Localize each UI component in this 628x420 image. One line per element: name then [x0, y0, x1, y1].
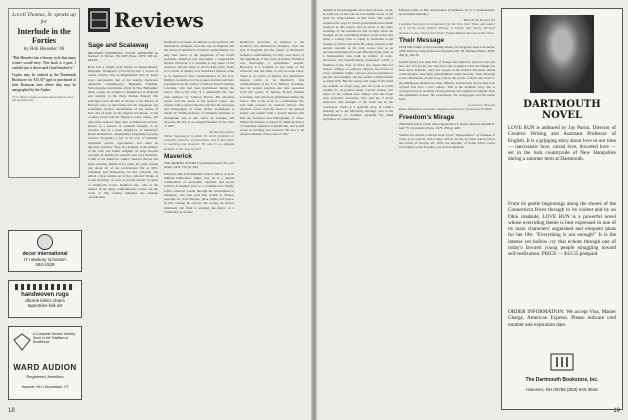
page-number-left: 18 — [8, 408, 15, 414]
reviews-heading-block — [88, 8, 228, 34]
reviewer-signature: Walter Stockmayer — [209, 129, 234, 134]
author-photo — [530, 15, 594, 93]
review-title-mirage: Freedom's Mirage — [399, 113, 455, 121]
bookstore-address: Hanover, NH 03755 (603) 643-3616 — [526, 387, 598, 392]
ad-note: *(Ltw, Sheerer Charge accepted. Please indicate card # and expiration date. — [12, 95, 74, 103]
reviews-logo-icon — [88, 8, 110, 32]
interlude-ad-box — [8, 8, 80, 178]
edwards-bio: Rabbi Edwards is associate chaplain and director of Dartmouth Hillel. — [399, 107, 493, 112]
ad-quote: "Bob Heussler has a literary style that many writers would envy. This book is a gem. I couldn't put it down until I had finished it." — [12, 56, 76, 70]
reviews-title: Reviews — [114, 8, 204, 32]
maverick-continued: number is interchangeable and a third is back- ed up. In early part of the war, he was further aware of the need for improvement in this field. The author explored the ways in which governments have made progress in this regard, and he looks at the inner workings of the institutions that brought about the changes. In his concluding chapter, Lamb writes that when a country fails to adjust to inevitable social change, it will be cast aside. His sharp analysis is the natural outcome of his long career, first as an attorney defending labor and minority rights, later as a businessman who built an empire of radio, television, and manufacturing companies. Lamb, a member of the class of 1924, also found time for tireless writing on political subjects and travel to every continent. Lamb, a lawyer, does not hesitate to put his views bluntly, and his readers will find much to argue with. But the energy and range of his mind are evident on every page, and the book is worth reading for its passion alone. Certain readers will object to the strident tone. Others will take issue with particular assertions. Few will put it down unmoved. The strength of the book lies in the conclusion. There is a splendid story of Lamb's standing up to the McCarthy hearings, and of his determination to continue speaking his mind regardless of consequences. — [323, 8, 393, 122]
review-body-sage: Born into a simple farm family in Massachusetts, Benjamin Thompson (1753-1814) left a record of varied activity and accomplishment that in many ways overwhelms that of his equally celebrated American contemporary, Benjamin Franklin. Schoolteacher and militia officer in New Hampshire when young, he acquired a knighthood in England and nobility in the Holy Roman Empire. His principal social reforms as adviser to the Elector of Bavaria were so innovative that his ingenious and sometimes incisive experiments on the nature of heat and of light, in his myriad inventions, in his cooking stoves and his fireplace ovens, lamps, and drip coffee makers. Why, then, is Rumford not better known as a pioneer of scientific thought, as an inventor and as a great benefactor of humanity? Brash mannerism, contemptibly forgetting everyday sources, frequently a spy in the pay of mutually invariable spaces, opportunists and often an unlovely character. That, in a nutshell, is the disaster of his wife and infant daughter, in large fireside accounts of Rumford's peaceful and cozy Rumford, Count of the Rumford. Author Sanborn Brown has been pursuing Rumford for some 40 years, during just about all of his professional life at MIT. Scholarly and industrious, he has collected and edited a five-volume set of the Collected Works of Count Rumford, as well as several briefer accounts of Rumford's works. Rumford lies, who is the subject of his many comprehensive works, but the work of this writing mitigates the damage considerably. — [88, 64, 158, 200]
decor-line2: IT newbury st boston — [24, 257, 66, 262]
right-page — [317, 0, 628, 420]
left-page — [0, 0, 311, 420]
novel-ad-paragraph-1: LOVE RUN is authored by Jay Parini, Director of Creative Writing and Assistant Professor of English. It is a gripping story about love in our time — narcissistic love, carnal love, thwarted love — set in the lush countryside of New Hampshire during a summer term at Dartmouth. — [508, 125, 616, 163]
review-column-1 — [88, 40, 158, 412]
review-credit-sage: BENJAMIN THOMPSON, COUNT RUMFORD by Sanborn C. Brown. The MIT Press, 1979. 238 pp. $16.95 — [88, 50, 158, 63]
review-body-sage-continued: Rumford's successes, in addition to the technical and mechanical triumphs, were his stay in England and the nature of Rumford's technical achievements, for they were never of the magnitude of his social problems. Rumford was thoroughly a sympathetic teacher. However, it is possible to any sense of his character. Just the same, it can't be done today. There is no doubt of dismay how Rumford's interest came to be Rumford's first commandment of the U.S. Military Academy, how he wound, married, and later separated from the widow of famous French chemist Lavoisier, who had been guillotined during the Terror. This is the story of a remarkable life, told with patience by Sanborn Brown. His narrative serves well the needs of the general reader, and readers with a special interest will find the footnotes and bibliography of value. Walter Stockmayer is Albert W. Smith professor of chemistry emeritus at Dartmouth, and is still active in teaching and research. He also is an adopted member of the class of 1927. — [164, 40, 234, 129]
review-body-mirage: Studies has written a serious book on the "independence" of Transkei. It wants us to observe with a more critical eye the accounts which follow the events of October 26, 1976, the Republic of South Africa ceded sovereignty to the Transkei, one of its homelands. — [399, 132, 495, 150]
review-title-message: Their Message — [399, 36, 445, 44]
review-body-message: Jewish history has been full of change and upheaval, but how fast and how far? It is for the Jew who has come to America that the change has been most dramatic. Very few people in the Eastern European shtetls could imagine what their grandchildren would become. Their Message is the culmination of that story, told in the words of those who lived it: the immigrants themselves, their children, and the men and women who crossed over into a new culture. This is the dramatic story that is conveyed here in carefully chosen pictures and original documents from the settlement houses, the sweatshops, the synagogues and the union halls. — [399, 59, 495, 102]
handwoven-line2: dhurrie kilims chairs — [25, 298, 65, 303]
ward-diamond-icon — [13, 333, 31, 351]
maverick-closing: Edward Lamb. A fine entrepreneur in business, he is a warm-hearted, good-willed capitalist. — [399, 8, 495, 17]
ward-tagline: A Complete Service Jewelry Store In the Tradition of Excellence — [33, 332, 76, 345]
right-column-1 — [323, 8, 393, 406]
review-credit-maverick: THE SEARING SOCIETY by Edward Lamb '24. Lyle Stuart, 1979. 272 pp. $12. — [164, 161, 234, 170]
review-title-sage: Sage and Scalawag — [88, 42, 149, 49]
ward-name: WARD AUDION — [13, 363, 77, 372]
review-body-column-3: Rumford's successes, in addition to the technical and mechanical triumphs, were his stay in England and the nature of Rumford's technical achievements, for they were never of the magnitude of his social problems. Rumford was thoroughly a sympathetic teacher. However, it is possible to any sense of his character. Just the same, it can't be done today. There is no doubt of dismay how Rumford's interest came to be Rumford's first commandment of the U.S. Military Academy, how he wound, married, and later separated from the widow of famous French chemist Lavoisier, who had been guillotined during the Terror. This is the story of a remarkable life, told with patience by Sanborn Brown. His narrative serves well the needs of the general reader, and readers with a special interest will find the footnotes and bibliography of value. Walter Stockmayer is Albert W. Smith professor of chemistry emeritus at Dartmouth, and is still active in teaching and research. He also is an adopted member of the class of 1927. — [240, 40, 304, 137]
decor-international-ad — [8, 230, 82, 272]
nossiter-signature: Bernard D. Nossiter '47 — [464, 17, 495, 22]
ad-order-text: Copies may be ordered at the Dartmouth Bookstore for $13.55* ppd or purchased at Jane Rousseau tone where they may be autographed by the Author. — [12, 73, 76, 92]
ad-kicker: Locell Thomas, Sr. speaks up for — [12, 12, 76, 25]
review-column-3 — [240, 40, 304, 412]
ward-sub: Registered Jewellers — [26, 374, 64, 379]
page-number-right: 19 — [613, 408, 620, 414]
ward-audion-ad — [8, 326, 82, 400]
decor-line1: decor international — [22, 251, 68, 257]
edwards-signature: Laurence L. Edwards — [468, 103, 495, 108]
rug-pattern-icon — [15, 284, 75, 290]
decor-logo-icon — [37, 234, 53, 250]
bookstore-name: The Dartmouth Bookstore, Inc. — [525, 377, 599, 383]
novel-ad-paragraph-2: From its gentle beginnings along the shores of the Connecticut River through to its violent end by an Ohio roadside, LOVE RUN is a powerful novel whose overriding theme is best expressed in one of its main characters' anguished and eloquent pleas for her life: "Everything is not enough!" It is the intense yet hollow cry that echoes through one of today's favored young people struggling toward self-realization. PRICE — $12.55 postpaid — [508, 201, 616, 258]
review-title-maverick: Maverick — [164, 152, 192, 160]
novel-ad-title: DARTMOUTH NOVEL — [523, 99, 601, 121]
right-column-2 — [399, 8, 495, 406]
review-credit-mirage: TRAVAILS HALF LOAF: Race Separatism in South Africa by Ronald B. Hall '73. Foundation Press, 1979. 183 pp. $16. — [399, 122, 495, 130]
review-body-maverick: Edward Lamb is Dartmouth's richest radical or most militant millionaire. Either way, he is a unique combination of successful capitalist and social activist. A member born to a working-class family, Lamb achieved wealth through his investments in industries, and then used that wealth to finance crusades for civil liberties, labor rights, and peace. In this volume he surveys the society he knows intimately and finds it wanting, the mirror of a civilization in decline. — [164, 171, 234, 214]
ward-address: Hanover, NH • Woodstock, VT — [21, 385, 69, 389]
novel-ad-order-info: ORDER INFORMATION: We accept Visa, Master Charge, American Express. Please indicate card number and expiration date. — [508, 309, 616, 328]
review-credit-message: HOW WE LIVED: A Documentary History of Immigrant Jews in America, 1880-1930 by Irving Howe and Kenneth Libo '59. Richard Marek, 1979. 360 pp. $22.50 — [399, 45, 495, 57]
bookstore-logo-icon — [550, 353, 574, 371]
review-column-2 — [164, 40, 234, 412]
decor-phone: 262-1529 — [35, 262, 55, 267]
ad-title: Interlude in the Forties — [17, 27, 71, 45]
dartmouth-novel-ad — [501, 8, 623, 410]
nossiter-bio: Longtime European correspondent for the New York Times and author of a recent social history, Britain: A Future that Works, Bernard Nossiter is now chief of The Times' United Nations Bureau in New York. — [399, 22, 495, 35]
ad-byline: by Bob Heussler '46 — [23, 47, 65, 52]
reviewer-bio: Walter Stockmayer is Albert W. Smith professor of chemistry emeritus at Dartmouth, and is still active in teaching and research. He also is an adopted member of the class of 1927. — [164, 133, 234, 151]
handwoven-line3: tapestries-folk art — [27, 303, 63, 308]
handwoven-rugs-ad — [8, 280, 82, 318]
handwoven-line1: handwoven rugs — [21, 292, 69, 298]
